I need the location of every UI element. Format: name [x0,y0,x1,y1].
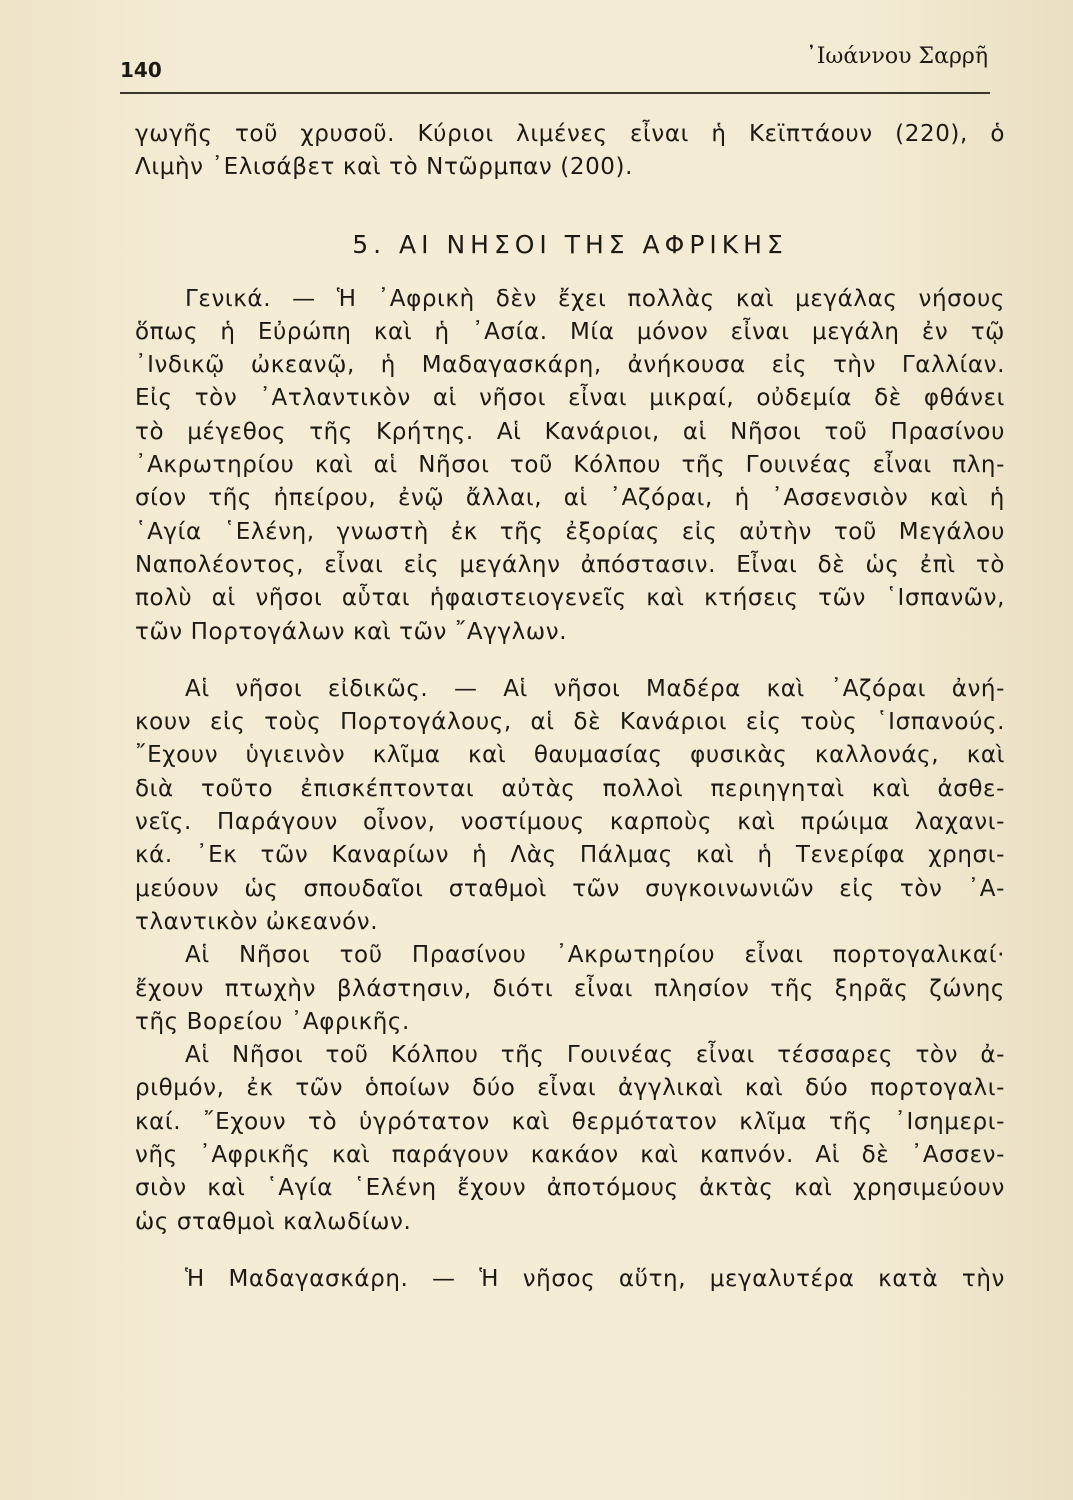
text-line: καί. ῎Εχουν τὸ ὑγρότατον καὶ θερμότατον κλῖμα τῆς ᾿Ισημερι- [135,1108,1005,1135]
running-title: ᾿Ιωάννου Σαρρῆ [805,44,988,69]
text-line: γωγῆς τοῦ χρυσοῦ. Κύριοι λιμένες εἶναι ἡ Κεϊπτάουν (220), ὁ [135,121,1005,147]
paragraph-gap [135,1239,1005,1263]
text-line: σίον τῆς ἠπείρου, ἐνῷ ἄλλαι, αἱ ᾿Αζόραι, ἡ ᾿Ασσενσιὸν καὶ ἡ [135,485,1005,512]
text-line: ᾿Ινδικῷ ὠκεανῷ, ἡ Μαδαγασκάρη, ἀνήκουσα εἰς τὴν Γαλλίαν. [135,352,1005,379]
text-line: ριθμόν, ἐκ τῶν ὁποίων δύο εἶναι ἀγγλικαὶ καὶ δύο πορτογαλι- [135,1075,1005,1102]
text-line: τῆς Βορείου ᾿Αφρικῆς. [135,1008,410,1035]
text-line: κά. ᾿Εκ τῶν Καναρίων ἡ Λὰς Πάλμας καὶ ἡ Τενερίφα χρησι- [135,842,1005,869]
page-header [120,40,990,94]
text-line: ᾿Ακρωτηρίου καὶ αἱ Νῆσοι τοῦ Κόλπου τῆς Γουινέας εἶναι πλη- [135,452,1005,479]
text-line: πολὺ αἱ νῆσοι αὗται ἡφαιστειογενεῖς καὶ κτήσεις τῶν ῾Ισπανῶν, [135,585,1005,612]
text-line: σιὸν καὶ ῾Αγία ῾Ελένη ἔχουν ἀποτόμους ἀκτὰς καὶ χρησιμεύουν [135,1175,1005,1202]
text-line: Λιμὴν ᾿Ελισάβετ καὶ τὸ Ντῶρμπαν (200). [135,154,634,181]
text-line: τὸ μέγεθος τῆς Κρήτης. Αἱ Κανάριοι, αἱ Νῆσοι τοῦ Πρασίνου [135,418,1005,445]
section-title: 5. ΑΙ ΝΗΣΟΙ ΤΗΣ ΑΦΡΙΚΗΣ [352,229,788,259]
page-body [135,118,1005,1296]
text-line: ἔχουν πτωχὴν βλάστησιν, διότι εἶναι πλησίον τῆς ξηρᾶς ζώνης [135,975,1005,1002]
text-line: Εἰς τὸν ᾿Ατλαντικὸν αἱ νῆσοι εἶναι μικραί, οὐδεμία δὲ φθάνει [135,385,1005,412]
paragraph-heading-line: Γενικά. — Ἡ ᾿Αφρικὴ δὲν ἔχει πολλὰς καὶ μεγάλας νήσους [185,285,1005,312]
text-line: μεύουν ὡς σπουδαῖοι σταθμοὶ τῶν συγκοινωνιῶν εἰς τὸν ᾿Α- [135,875,1005,902]
text-line: ὅπως ἡ Εὐρώπη καὶ ἡ ᾿Ασία. Μία μόνον εἶναι μεγάλη ἐν τῷ [135,318,1005,345]
text-line: Αἱ Νῆσοι τοῦ Πρασίνου ᾿Ακρωτηρίου εἶναι πορτογαλικαί· [185,942,1005,969]
text-line: Αἱ Νῆσοι τοῦ Κόλπου τῆς Γουινέας εἶναι τέσσαρες τὸν ἀ- [185,1042,1005,1069]
paragraph-heading-line: Αἱ νῆσοι εἰδικῶς. — Αἱ νῆσοι Μαδέρα καὶ ᾿Αζόραι ἀνή- [185,675,1005,702]
text-line: ῾Αγία ῾Ελένη, γνωστὴ ἐκ τῆς ἐξορίας εἰς αὐτὴν τοῦ Μεγάλου [135,518,1005,545]
text-line: κουν εἰς τοὺς Πορτογάλους, αἱ δὲ Κανάριοι εἰς τοὺς ῾Ισπανούς. [135,709,1005,736]
paragraph-heading-line: Ἡ Μαδαγασκάρη. — Ἡ νῆσος αὕτη, μεγαλυτέρα κατὰ τὴν [185,1265,1005,1292]
text-line: ῎Εχουν ὑγιεινὸν κλῖμα καὶ θαυμασίας φυσικὰς καλλονάς, καὶ [135,742,1005,769]
text-line: Ναπολέοντος, εἶναι εἰς μεγάλην ἀπόστασιν. Εἶναι δὲ ὡς ἐπὶ τὸ [135,551,1005,578]
text-line: ὡς σταθμοὶ καλωδίων. [135,1208,412,1235]
text-line: νεῖς. Παράγουν οἶνον, νοστίμους καρποὺς καὶ πρώιμα λαχανι- [135,809,1005,836]
paragraph-gap [135,649,1005,673]
page-number: 140 [120,58,162,82]
text-line: διὰ τοῦτο ἐπισκέπτονται αὐτὰς πολλοὶ περιηγηταὶ καὶ ἀσθε- [135,775,1005,802]
text-line: νῆς ᾿Αφρικῆς καὶ παράγουν κακάον καὶ καπνόν. Αἱ δὲ ᾿Ασσεν- [135,1142,1005,1169]
text-line: τῶν Πορτογάλων καὶ τῶν ῎Αγγλων. [135,618,568,645]
text-line: τλαντικὸν ὠκεανόν. [135,908,379,935]
